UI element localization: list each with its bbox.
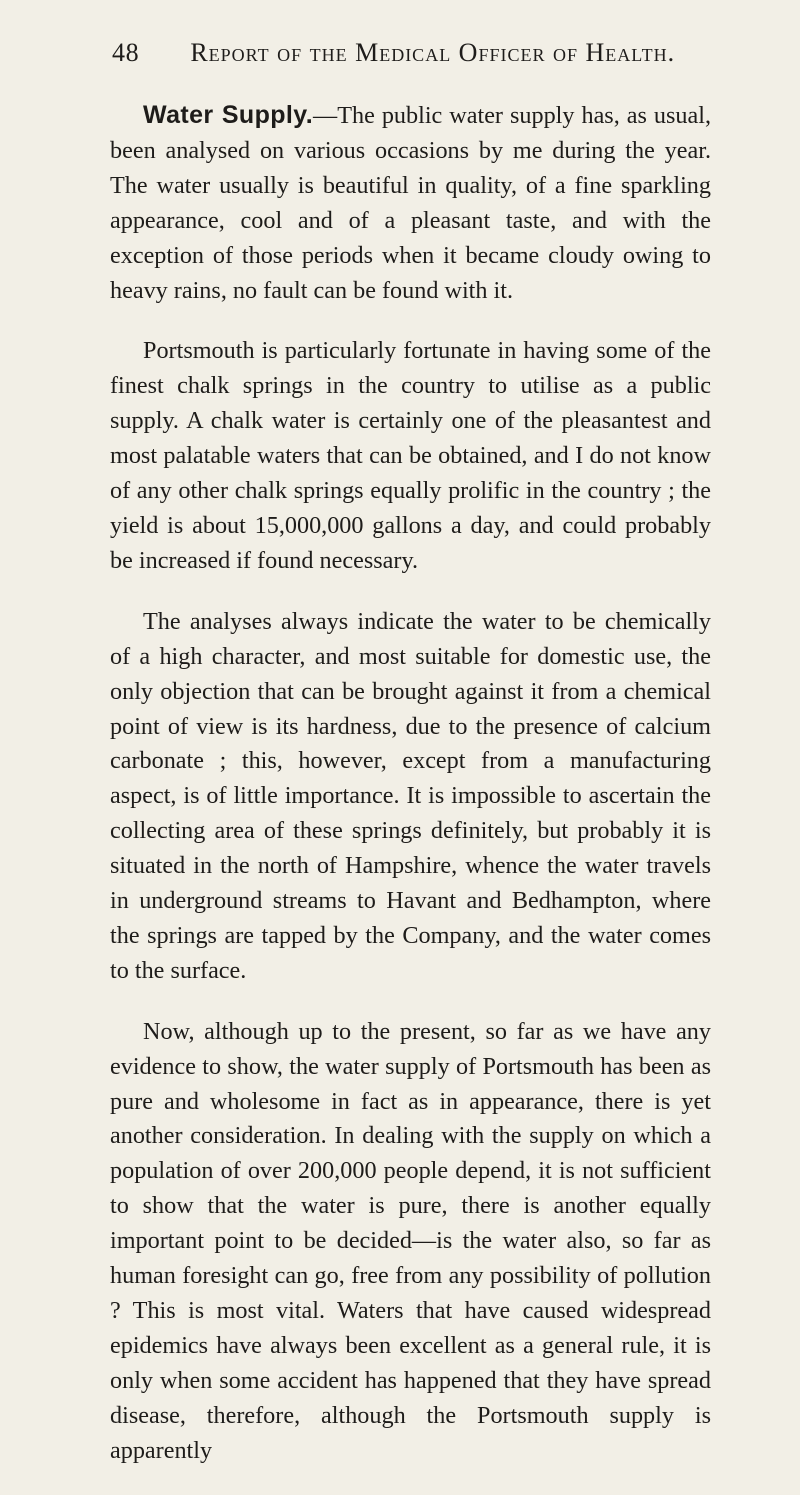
running-title: Report of the Medical Officer of Health. <box>190 38 676 67</box>
page-number: 48 <box>112 38 140 67</box>
paragraph-text: —The public water supply has, as usual, been analysed on various occasions by me during the year. The water usually is beautiful in quality, of a fine sparkling appearance, cool and of a pleasant taste, and with the exception of those periods when it became cloudy owing to heavy rains, no fault can be found with it. <box>110 102 711 304</box>
page-header <box>112 38 720 78</box>
page-body <box>110 98 711 1495</box>
section-heading: Water Supply. <box>143 101 314 129</box>
paragraph-purity: Now, although up to the present, so far as we have any evidence to show, the water supply of Portsmouth has been as pure and wholesome in fact as in appearance, there is yet another consideration. In dealing with the supply on which a population of over 200,000 people depend, it is not sufficient to show that the water is pure, there is another equally important point to be decided—is the water also, so far as human foresight can go, free from any possibility of pollution ? This is most vital. Waters that have caused widespread epidemics have always been excellent as a general rule, it is only when some accident has happened that they have spread disease, therefore, although the Portsmouth supply is apparently <box>110 1017 711 1464</box>
paragraph-water-supply <box>110 98 711 308</box>
paragraph-chalk-springs: Portsmouth is particularly fortunate in having some of the finest chalk springs in the country to utilise as a public supply. A chalk water is certainly one of the pleasantest and most palatable waters that can be obtained, and I do not know of any other chalk springs equally prolific in the country ; the yield is about 15,000,000 gallons a day, and could probably be increased if found necessary. <box>110 337 711 574</box>
paragraph-analyses: The analyses always indicate the water to be chemically of a high character, and most suitable for domestic use, the only objection that can be brought against it from a chemical point of view is its hardness, due to the presence of calcium carbonate ; this, however, except from a manufacturing aspect, is of little importance. It is impossible to ascertain the collecting area of these springs definitely, but probably it is situated in the north of Hampshire, whence the water travels in underground streams to Havant and Bedhampton, where the springs are tapped by the Company, and the water comes to the surface. <box>110 607 711 984</box>
